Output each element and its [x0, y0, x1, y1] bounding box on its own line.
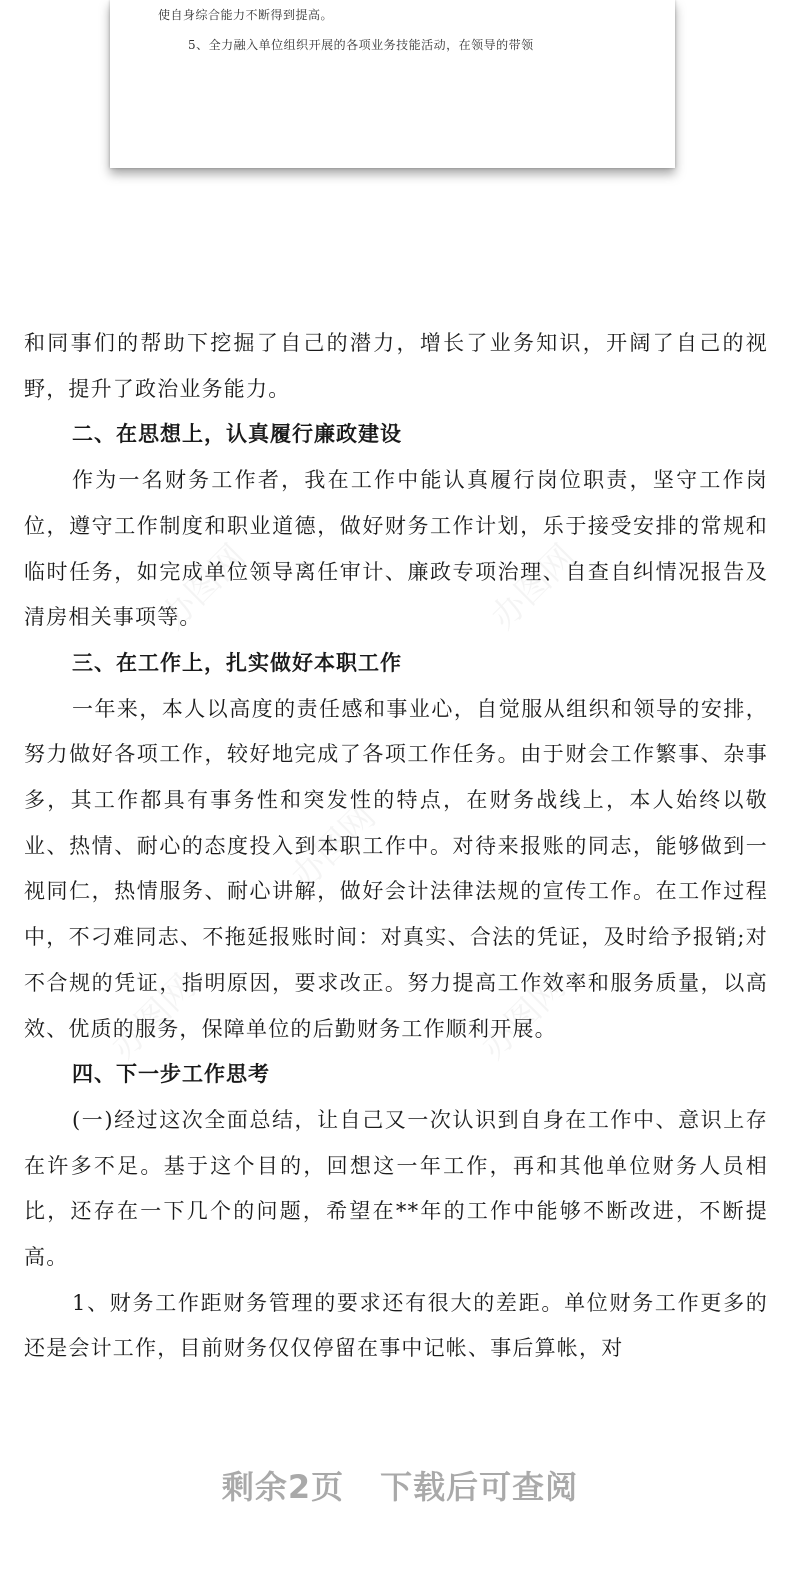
- paragraph: (一)经过这次全面总结，让自己又一次认识到自身在工作中、意识上存在许多不足。基于这个目的，回想这一年工作，再和其他单位财务人员相比，还存在一下几个的问题，希望在**年的工作中能够不断改进，不断提高。: [24, 1107, 768, 1270]
- paragraph: 作为一名财务工作者，我在工作中能认真履行岗位职责，坚守工作岗位，遵守工作制度和职业道德，做好财务工作计划，乐于接受安排的常规和临时任务，如完成单位领导离任审计、廉政专项治理、自查自纠情况报告及清房相关事项等。: [24, 468, 768, 630]
- paragraph: 和同事们的帮助下挖掘了自己的潜力，增长了业务知识，开阔了自己的视野，提升了政治业务能力。: [24, 331, 768, 401]
- watermark: 办图网: [283, 796, 384, 898]
- download-prompt[interactable]: [0, 1462, 800, 1508]
- watermark: 办图网: [153, 536, 254, 638]
- paragraph: 1、财务工作距财务管理的要求还有很大的差距。单位财务工作更多的还是会计工作，目前财务仅仅停留在事中记帐、事后算帐，对: [24, 1290, 768, 1361]
- preview-text-line: 使自身综合能力不断得到提高。: [158, 8, 334, 22]
- paragraph: 一年来，本人以高度的责任感和事业心，自觉服从组织和领导的安排，努力做好各项工作，较好地完成了各项工作任务。由于财会工作繁事、杂事多，其工作都具有事务性和突发性的特点，在财务战线上，本人始终以敬业、热情、耐心的态度投入到本职工作中。对待来报账的同志，能够做到一视同仁，热情服务、耐心讲解，做好会计法律法规的宣传工作。在工作过程中，不刁难同志、不拖延报账时间：对真实、合法的凭证，及时给予报销;对不合规的凭证，指明原因，要求改正。努力提高工作效率和服务质量，以高效、优质的服务，保障单位的后勤财务工作顺利开展。: [24, 696, 768, 1041]
- download-to-view-label[interactable]: 下载后可查阅: [380, 1468, 579, 1506]
- preview-text-line: 5、全力融入单位组织开展的各项业务技能活动，在领导的带领: [188, 38, 534, 52]
- remaining-pages-label[interactable]: 剩余2页: [221, 1468, 345, 1506]
- section-heading: 二、在思想上，认真履行廉政建设: [72, 422, 402, 447]
- watermark: 办图网: [483, 536, 584, 638]
- section-heading: 四、下一步工作思考: [72, 1062, 270, 1087]
- watermark: 办图网: [103, 966, 204, 1068]
- watermark: 办图网: [473, 966, 574, 1068]
- document-body: [24, 321, 768, 1372]
- page-preview-card: [110, 0, 675, 168]
- section-heading: 三、在工作上，扎实做好本职工作: [72, 650, 402, 675]
